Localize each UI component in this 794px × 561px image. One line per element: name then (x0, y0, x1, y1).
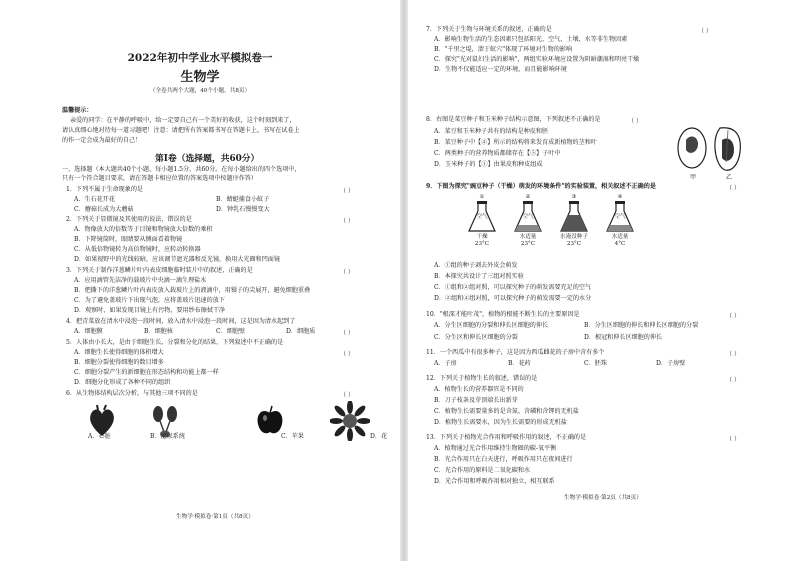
part-title: 第Ⅰ卷（选择题，共60分） (155, 154, 260, 164)
option: A．植物通过光合作用维持生物圈的碳-氧平衡 (434, 445, 557, 452)
question-stem: 13．下列关于植物光合作用和呼吸作用的叙述，不正确的是 (426, 434, 587, 441)
flask-icon (560, 201, 588, 233)
answer-paren: （ ） (340, 330, 355, 337)
option: A．应用滴管先洁净的载玻片中央滴一滴生理盐水 (74, 277, 207, 284)
option: C．探究"光对鼠妇生活的影响"，两组实验环境应设置为阴暗潮湿和明亮干燥 (434, 56, 640, 63)
right-page (408, 0, 794, 561)
answer-paren: （ ） (628, 118, 643, 125)
seed-label: 甲 (690, 174, 697, 181)
question-stem: 8．右图是菜豆种子和玉米种子结构示意图，下列叙述不正确的是 (426, 116, 601, 123)
option: D．光合作用和呼吸作用相对独立，相互联系 (434, 478, 555, 485)
option: C．细胞壁 (216, 328, 246, 335)
option: D．钟乳石慢慢变大 (216, 206, 270, 213)
flask-temperature: 23°C (474, 241, 490, 247)
option: D．花 (370, 433, 388, 440)
answer-paren: （ ） (698, 28, 713, 35)
flask-temperature: 23°C (520, 241, 536, 247)
seed-structure-diagram (670, 118, 750, 180)
flask-condition: 水淹没种子 (560, 234, 588, 240)
notice-line: 的作一定会成为最好的自己！ (62, 137, 142, 144)
answer-paren: （ ） (340, 218, 355, 225)
question-stem: 7．下列关于生物与环境关系的叙述，正确的是 (426, 26, 552, 33)
option: A．子房 (434, 360, 457, 367)
option: B．泌尿系统 (150, 433, 185, 440)
option: A．生石花开花 (74, 196, 115, 203)
flask-temperature: 4°C (614, 241, 626, 247)
exam-header: 2022年初中学业水平模拟卷一 (127, 52, 273, 64)
option: B．花药 (508, 360, 531, 367)
answer-paren: （ ） (340, 392, 355, 399)
option: C．苹果 (281, 433, 304, 440)
option: B．刀子枝条及芽顶端长出新芽 (434, 397, 518, 404)
page-footer: 生物学·模拟卷·第1页（共8页） (176, 514, 254, 520)
option: D．植物生长需要水，因为生长需要的形成无机盐 (434, 419, 567, 426)
option: D．②组和④组对照，可以探究种子的萌发需要一定的水分 (434, 295, 592, 302)
option: A．物像放大的倍数等于目镜和物镜放大倍数的乘积 (74, 226, 213, 233)
option: A．细胞生长使得细胞的体积增大 (74, 349, 164, 356)
option: D．细胞分化形成了各种不同的组织 (74, 379, 171, 386)
option: C．分生区和伸长区细胞的分裂 (434, 334, 518, 341)
notice-line: 请认真细心地对待每一道习题吧！注意：请把所有答案都书写在答题卡上，书写在试卷上 (62, 127, 300, 134)
option: B．菜豆种子中【④】所示的结构将来发育成新植物的茎和叶 (434, 139, 597, 146)
option: B．光合作用只在白天进行，呼吸作用只在夜间进行 (434, 456, 573, 463)
notice-title: 温馨提示： (62, 107, 93, 114)
option: C．光合作用的原料是二氧化碳和水 (434, 467, 531, 474)
question-stem: 6．从生物体结构层次分析，与其他三项不同的是 (66, 390, 198, 397)
option: A．①组的种子剥去外皮会萌发 (434, 262, 518, 269)
question-stem: 10．"根深才能叶茂"，植物的根能不断生长的主要原因是 (426, 311, 580, 318)
option: A．菜豆和玉米种子共有的结构是种皮和胚 (434, 128, 549, 135)
flask-air-label: 空气 (614, 214, 626, 220)
question-stem: 11．一个西瓜中有很多种子，这是因为西瓜雌花的子房中含有多个 (426, 349, 605, 356)
option: C．蘑菇长成为大蘑菇 (74, 206, 134, 213)
flower-icon (330, 401, 370, 441)
option: C．两类种子的营养物质都储存在【⑤】子叶中 (434, 150, 561, 157)
flask-condition: 干燥 (476, 234, 488, 240)
question-stem: 12．下列关于植物生长的叙述，错误的是 (426, 375, 538, 382)
answer-paren: （ ） (726, 436, 741, 443)
option: B．本探究共设计了三组对照实验 (434, 273, 524, 280)
flask-number: ① (479, 194, 485, 200)
option: C．胚珠 (584, 360, 607, 367)
flask-condition: 水适量 (519, 234, 537, 240)
option: B．细胞分裂使得细胞的数目增多 (74, 359, 164, 366)
seed-label: 乙 (726, 174, 733, 181)
answer-paren: （ ） (726, 185, 741, 192)
flask-condition: 水适量 (611, 234, 629, 240)
question-stem: 4．把青菜放在清水中浸泡一段时间，放入清水中浸泡一段时间，这是因为清水起到了 (66, 318, 296, 325)
notice-line: 亲爱的同学：在平静的呼吸中，给一定要自己有一个美好的收获，这个时刻到来了， (70, 117, 296, 124)
answer-paren: （ ） (340, 351, 355, 358)
option: B．下降镜筒时，眼睛要从侧面看着物镜 (74, 236, 183, 243)
option: C．为了避免盖玻片下出现气泡，应将盖玻片迅速的放下 (74, 297, 225, 304)
option: C．植物生长需要量多的是含氮、含磷和含钾的无机盐 (434, 408, 579, 415)
option: A．细胞膜 (74, 328, 103, 335)
flask-number: ② (525, 194, 531, 200)
option: B．蜻蜓捕食小蚊子 (216, 196, 270, 203)
flask-air-label: 空气 (522, 214, 534, 220)
option: D．观察时，如果发现目镜上有污物，要用纱布擦拭干净 (74, 307, 226, 314)
option: D．根冠和伸长区细胞的伸长 (584, 334, 663, 341)
option: B．细胞核 (144, 328, 173, 335)
option: C．细胞分裂产生的新细胞在形态结构和功能上都一样 (74, 369, 219, 376)
flask-temperature: 23°C (566, 241, 582, 247)
answer-paren: （ ） (726, 313, 741, 320)
answer-paren: （ ） (726, 351, 741, 358)
section-instruction: 只有一个符合题目要求，请在答题卡相应位置的答案选项中按题序作答） (62, 175, 257, 182)
option: A．心脏 (88, 433, 111, 440)
flask-number: ③ (571, 194, 577, 200)
option: D．玉米种子的【①】由果皮和种皮组成 (434, 161, 543, 168)
option: D．生物不仅能适应一定的环境，而且能影响环境 (434, 66, 567, 73)
page-footer: 生物学·模拟卷·第2页（共8页） (564, 495, 642, 501)
flask-air-label: 空气 (476, 214, 488, 220)
option: D．细胞质 (286, 328, 316, 335)
option: B．"千里之堤，溃于蚁穴"体现了环境对生物的影响 (434, 46, 573, 53)
option: D．如果视野中的光线较暗，应该调节遮光器和反光镜，换用大光圈和凹面镜 (74, 256, 280, 263)
option: C．从低倍物镜转为高倍物镜时，应转动转换器 (74, 246, 201, 253)
option: A．植物生长的营养器官是不同的 (434, 386, 524, 393)
option: B．分生区细胞的伸长和伸长区细胞的分裂 (584, 322, 699, 329)
exam-info: （全卷共两个大题，40个小题，共8页） (149, 88, 251, 94)
question-stem: 5．人体由小长大，是由于细胞生长、分裂和分化的结果，下列叙述中不正确的是 (66, 339, 284, 346)
option: C．①组和②组对照，可以探究种子的萌发需要充足的空气 (434, 284, 592, 291)
question-stem: 9．下图为探究"豌豆种子（干燥）萌发的环境条件"的实验装置，相关叙述不正确的是 (426, 183, 656, 190)
question-stem: 2．下列关于显微镜及其使用的说法，错误的是 (66, 216, 192, 223)
page-fold (400, 0, 408, 561)
subject-title: 生物学 (180, 70, 220, 85)
question-stem: 3．下列关于制作洋葱鳞片叶内表皮细胞临时装片中的叙述，正确的是 (66, 267, 253, 274)
option: A．分生区细胞的分裂和伸长区细胞的伸长 (434, 322, 549, 329)
section-instruction: 一、选择题（本大题共40个小题，每小题1.5分，共60分。在每小题给出的四个选项中， (62, 166, 301, 173)
answer-paren: （ ） (340, 188, 355, 195)
flask-number: ④ (617, 194, 623, 200)
answer-paren: （ ） (726, 377, 741, 384)
apple-icon (255, 404, 285, 436)
answer-paren: （ ） (340, 269, 355, 276)
option: B．把撕下的洋葱鳞片叶内表皮放入载玻片上的液滴中，用镊子的尖展开，避免细胞重叠 (74, 287, 311, 294)
option: A．影响生物生活的生态因素只包括阳光、空气、土壤、水等非生物因素 (434, 36, 628, 43)
option: D．子房壁 (656, 360, 686, 367)
question-stem: 1．下列不属于生命现象的是 (66, 186, 144, 193)
